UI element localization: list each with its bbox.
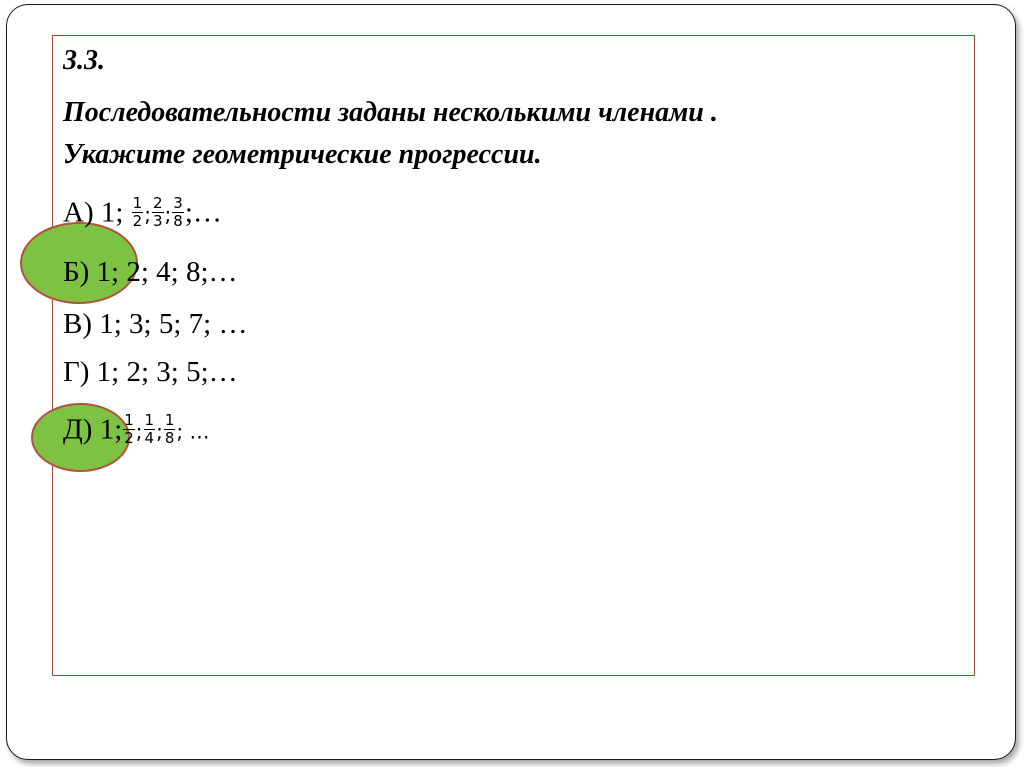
fraction (164, 412, 176, 448)
option-b: Б) 1; 2; 4; 8;… (63, 256, 238, 288)
option-a-prefix: А) 1; (63, 196, 131, 229)
separator: ; (156, 419, 163, 444)
task-text-line-1: Последовательности заданы несколькими членами . (63, 97, 718, 128)
fraction-numerator: 2 (152, 194, 163, 212)
separator: ; (144, 202, 151, 227)
fraction (123, 412, 135, 448)
separator: ; (164, 202, 172, 227)
task-text-line-2: Укажите геометрические прогрессии. (63, 139, 542, 170)
fraction-denominator: 4 (144, 429, 155, 448)
fraction (172, 195, 184, 231)
option-e-prefix: Д) 1; (63, 413, 123, 446)
fraction-numerator: 1 (164, 411, 175, 429)
fraction (132, 195, 144, 231)
separator: ; (135, 419, 143, 444)
fraction-numerator: 1 (132, 194, 143, 212)
fraction-denominator: 2 (132, 212, 143, 231)
fraction-numerator: 1 (124, 411, 134, 429)
fraction-denominator: 8 (173, 212, 183, 231)
fraction-denominator: 8 (164, 429, 175, 448)
option-e-tail: ; … (176, 419, 210, 444)
option-e (63, 411, 210, 450)
option-c: В) 1; 3; 5; 7; … (63, 308, 248, 340)
fraction (144, 412, 156, 448)
fraction (152, 195, 164, 231)
fraction-denominator: 3 (152, 212, 163, 231)
problem-number: 3.3. (63, 45, 105, 76)
fraction-denominator: 2 (124, 429, 134, 448)
fraction-numerator: 3 (173, 194, 183, 212)
option-a (63, 194, 222, 233)
fraction-numerator: 1 (144, 411, 155, 429)
option-d: Г) 1; 2; 3; 5;… (63, 356, 238, 388)
option-a-tail: ;… (184, 196, 222, 229)
